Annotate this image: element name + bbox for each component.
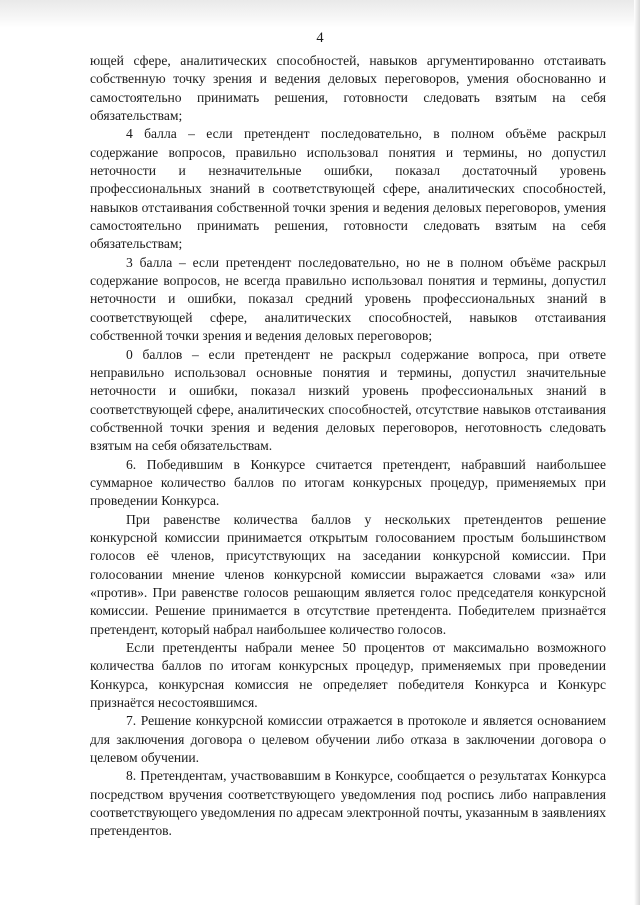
paragraph-4-points: 4 балла – если претендент последовательно, в полном объёме раскрыл содержание вопросов, правильно использовал понятия и термины, но допустил неточности и незначительные ошибки, показал достаточный уровень профессиональных знаний в соответствующей сфере, аналитических способностей, навыков отстаивания собственной точки зрения и ведения деловых переговоров, умения самостоятельно принимать решения, готовности следовать взятым на себя обязательствам; (90, 126, 606, 252)
scan-top-shade (0, 0, 640, 28)
document-body (90, 52, 606, 841)
paragraph-3-points: 3 балла – если претендент последовательно, но не в полном объёме раскрыл содержание вопросов, не всегда правильно использовал понятия и термины, допустил неточности и ошибки, показал средний уровень профессиональных знаний в соответствующей сфере, аналитических способностей, навыков отстаивания собственной точки зрения и ведения деловых переговоров; (90, 254, 606, 344)
paragraph-continuation: ющей сфере, аналитических способностей, навыков аргументированно отстаивать собственную точку зрения и ведения деловых переговоров, умения обоснованно и самостоятельно принимать решения, готовности следовать взятым на себя обязательствам; (90, 53, 606, 124)
paragraph-failed-contest: Если претенденты набрали менее 50 процентов от максимально возможного количества баллов по итогам конкурсных процедур, применяемых при проведении Конкурса, конкурсная комиссия не определяет победителя Конкурса и Конкурс признаётся несостоявшимся. (90, 640, 606, 711)
paragraph-item-6: 6. Победившим в Конкурсе считается претендент, набравший наибольшее суммарное количество баллов по итогам конкурсных процедур, применяемых при проведении Конкурса. (90, 456, 606, 509)
paragraph-item-7: 7. Решение конкурсной комиссии отражается в протоколе и является основанием для заключения договора о целевом обучении либо отказа в заключении договора о целевом обучении. (90, 713, 606, 766)
paragraph-item-8: 8. Претендентам, участвовавшим в Конкурсе, сообщается о результатах Конкурса посредством вручения соответствующего уведомления под роспись либо направления соответствующего уведомления по адресам электронной почты, указанным в заявлениях претендентов. (90, 768, 606, 839)
scan-right-edge (634, 0, 640, 905)
page-number: 4 (316, 30, 324, 46)
paragraph-0-points: 0 баллов – если претендент не раскрыл содержание вопроса, при ответе неправильно использовал основные понятия и термины, допустил значительные неточности и ошибки, показал низкий уровень профессиональных знаний в соответствующей сфере, аналитических способностей, отсутствие навыков отстаивания собственной точки зрения и ведения деловых переговоров, неготовность следовать взятым на себя обязательствам. (90, 346, 606, 454)
paragraph-tie-rule: При равенстве количества баллов у нескольких претендентов решение конкурсной комиссии принимается открытым голосованием простым большинством голосов её членов, присутствующих на заседании конкурсной комиссии. При голосовании мнение членов конкурсной комиссии выражается словами «за» или «против». При равенстве голосов решающим является голос председателя конкурсной комиссии. Решение принимается в отсутствие претендента. Победителем признаётся претендент, который набрал наибольшее количество голосов. (90, 511, 606, 637)
